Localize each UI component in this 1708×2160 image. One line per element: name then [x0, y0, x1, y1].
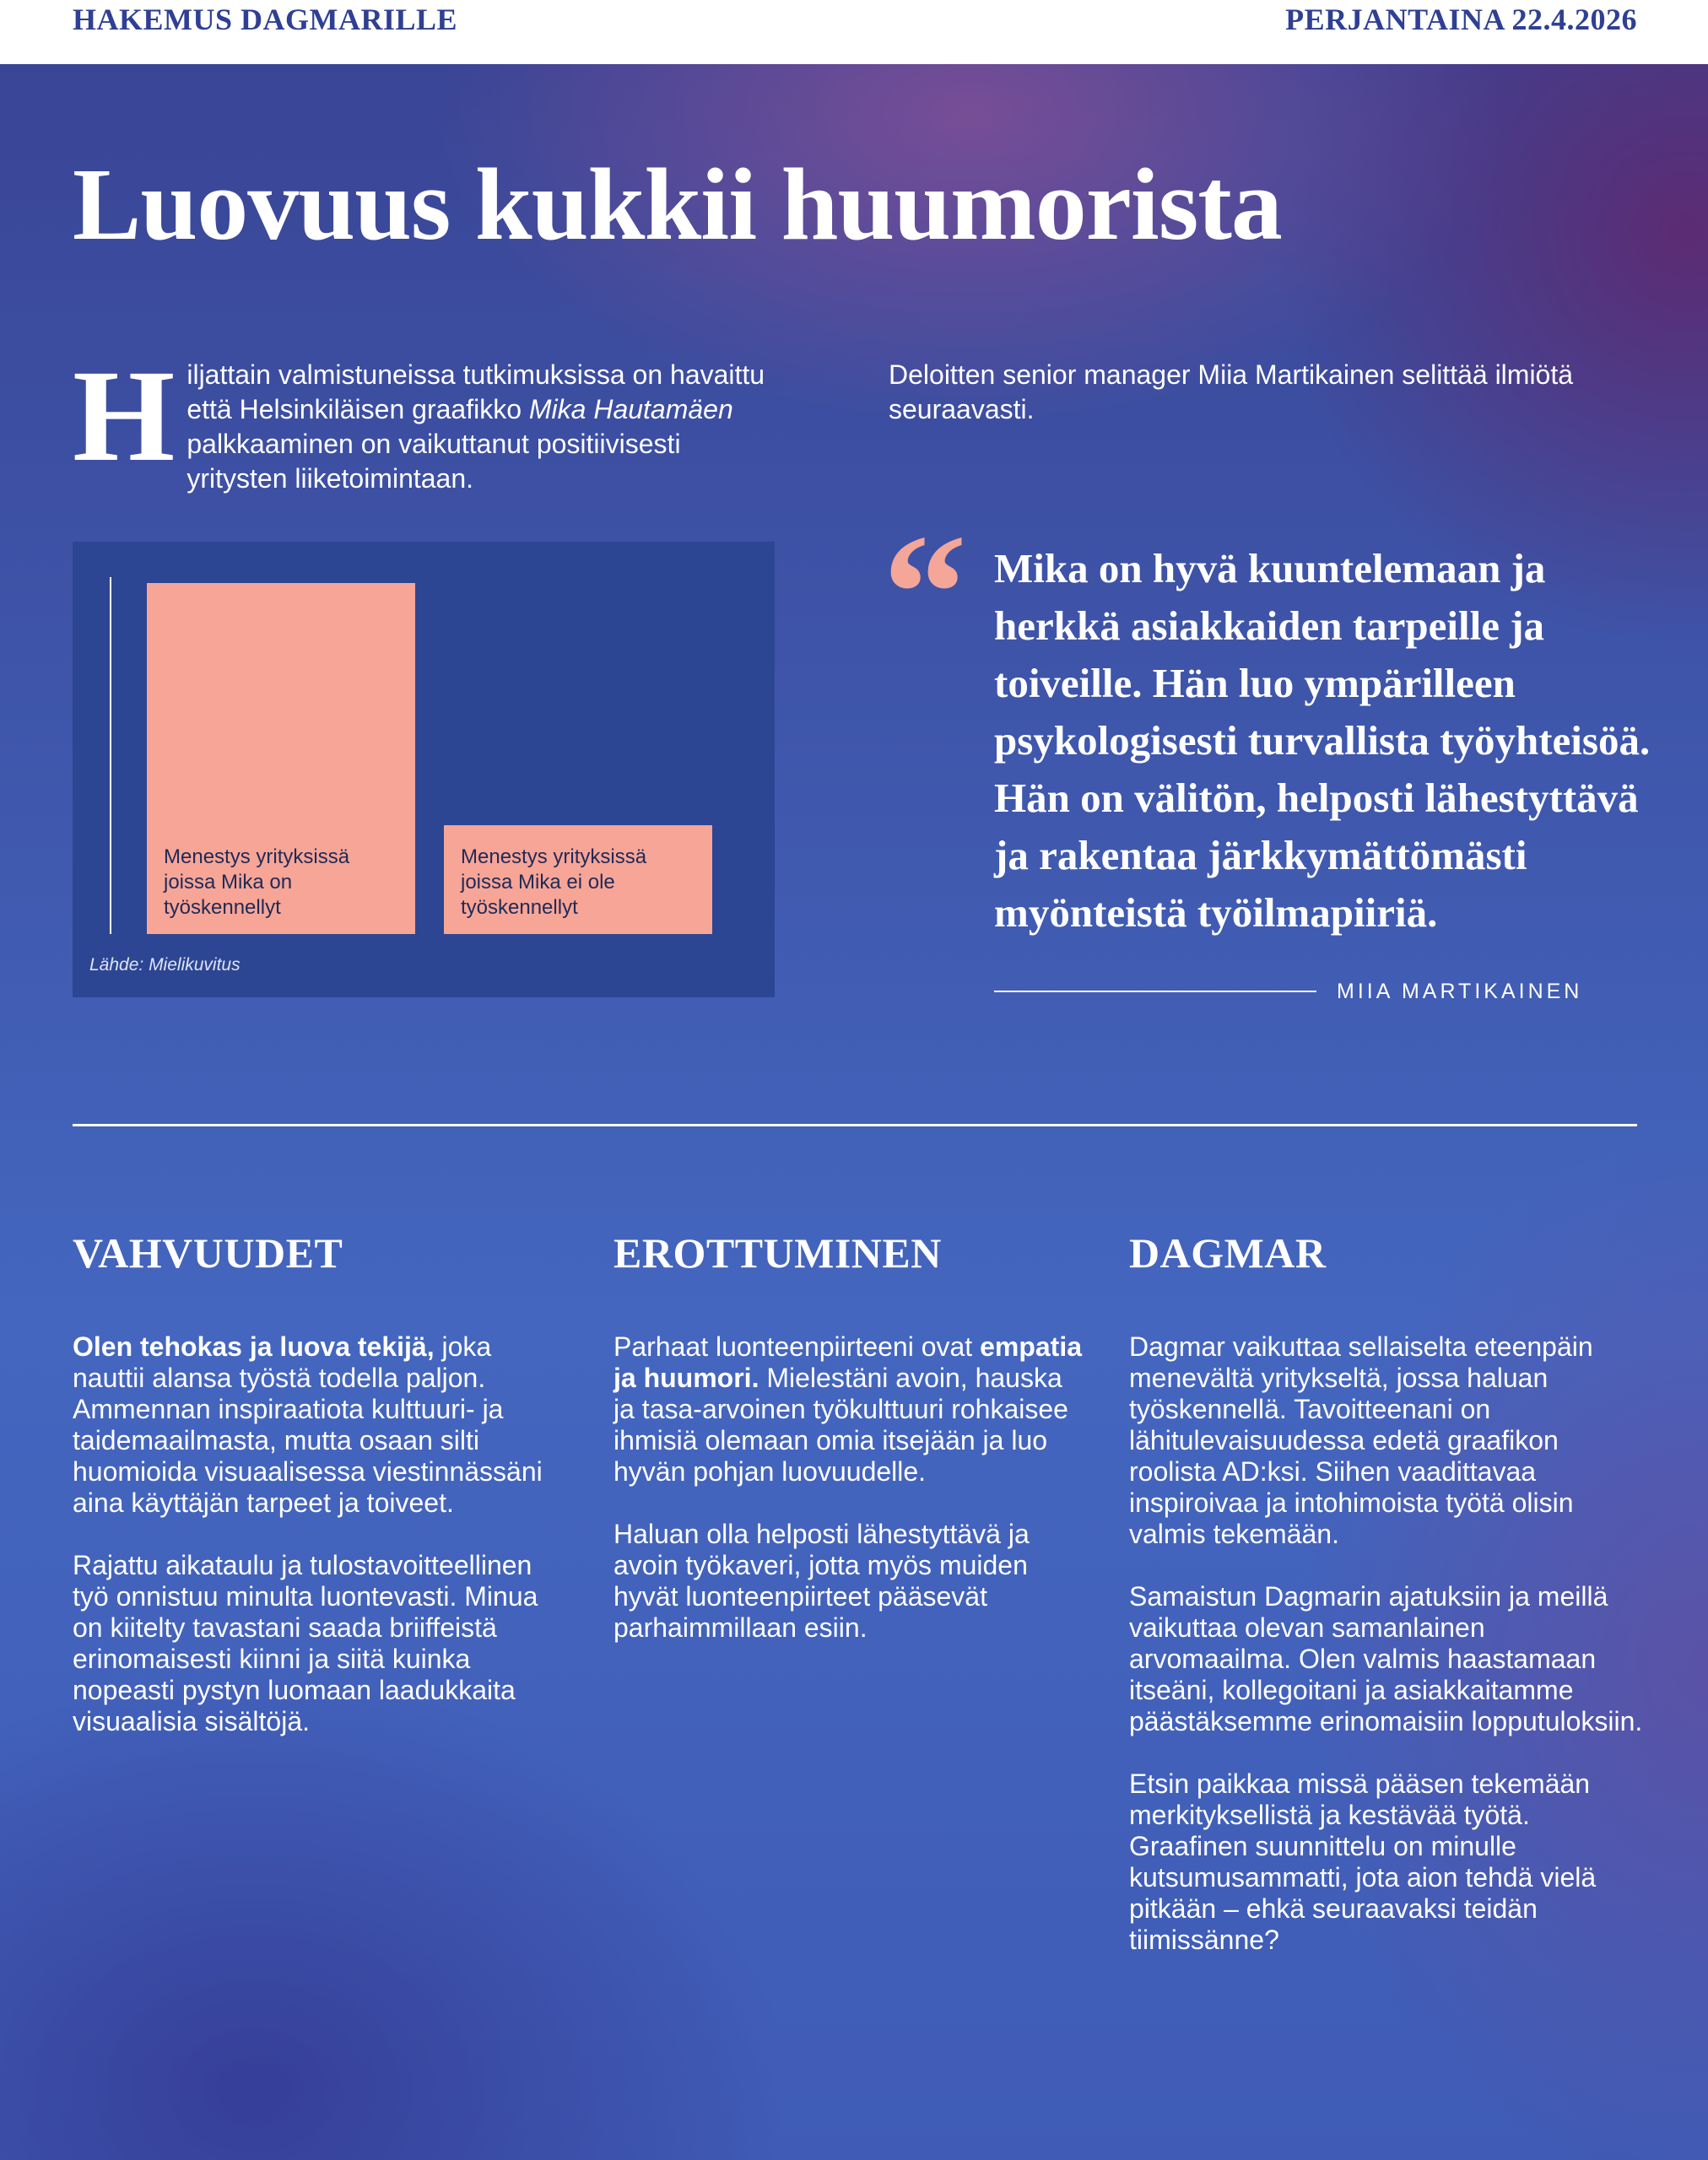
header-left-label: HAKEMUS DAGMARILLE — [73, 3, 458, 36]
erottuminen-p1-pre: Parhaat luonteenpiirteeni ovat — [613, 1331, 981, 1362]
main-panel — [0, 64, 1708, 2160]
column-dagmar — [1129, 1229, 1644, 1987]
dagmar-paragraph-1: Dagmar vaikuttaa sellaiselta eteenpäin menevältä yritykseltä, jossa haluan työskennellä. Tavoitteenani on lähitulevaisuudessa edetä graafikon roolista AD:ksi. Siihen vaadittavaa inspiroivaa ja intohimoista työtä olisin valmis tekemään. — [1129, 1331, 1593, 1549]
quote-mark-icon: “ — [883, 500, 967, 687]
vahvuudet-p1-rest: joka nauttii alansa työstä todella paljon. Ammennan inspiraatiota kulttuuri- ja taidemaailmasta, mutta osaan silti huomioida visuaalisessa viestinnässäni aina käyttäjän tarpeet ja toiveet. — [73, 1331, 543, 1518]
chart-svg — [73, 542, 775, 997]
intro-paragraph — [73, 343, 781, 496]
drop-cap: H — [73, 343, 176, 489]
vahvuudet-paragraph-1 — [73, 1331, 545, 1519]
dagmar-paragraph-3: Etsin paikkaa missä pääsen tekemään merkityksellistä ja kestävää työtä. Graafinen suunnittelu on minulle kutsumusammatti, jota aion tehdä vielä pitkään – ehkä seuraavaksi teidän tiimissänne? — [1129, 1768, 1597, 1955]
erottuminen-p1-rest: Mielestäni avoin, hauska ja tasa-arvoinen työkulttuuri rohkaisee ihmisiä olemaan omia itsejään ja luo hyvän pohjan luovuudelle. — [613, 1363, 1068, 1487]
intro-name: Mika Hautamäen — [528, 394, 733, 424]
column-erottuminen — [613, 1229, 1086, 1675]
quote-author: MIIA MARTIKAINEN — [1337, 980, 1583, 1003]
erottuminen-bold: empatia ja huumori. — [613, 1331, 1083, 1393]
bar-label-without-mika: Menestys yrityksissä joissa Mika ei ole työskennellyt — [461, 845, 647, 919]
bar-label-with-mika: Menestys yrityksissä joissa Mika on työskennellyt — [164, 845, 350, 919]
erottuminen-paragraph-2: Haluan olla helposti lähestyttävä ja avoin työkaveri, jotta myös muiden hyvät luonteenpiirteet pääsevät parhaimmillaan esiin. — [613, 1519, 1030, 1643]
header-date: PERJANTAINA 22.4.2026 — [1285, 3, 1637, 36]
section-divider — [73, 1124, 1637, 1126]
intro-text-b: palkkaaminen on vaikuttanut positiivisesti yritysten liiketoimintaan. — [186, 429, 681, 494]
top-header-bar — [0, 0, 1708, 64]
heading-dagmar: DAGMAR — [1129, 1229, 1327, 1277]
quote-attribution-line — [994, 991, 1316, 992]
intro-text-a: iljattain valmistuneissa tutkimuksissa on havaittu että Helsinkiläisen graafikko — [186, 359, 765, 424]
page-title: Luovuus kukkii huumorista — [73, 148, 1282, 262]
erottuminen-paragraph-1 — [613, 1331, 1086, 1488]
deloitte-intro: Deloitten senior manager Miia Martikainen selittää ilmiötä seuraavasti. — [889, 359, 1574, 424]
vahvuudet-bold: Olen tehokas ja luova tekijä, — [73, 1331, 435, 1362]
chart-source: Lähde: Mielikuvitus — [89, 955, 241, 975]
success-chart — [73, 542, 775, 997]
column-vahvuudet — [73, 1229, 545, 1768]
dagmar-paragraph-2: Samaistun Dagmarin ajatuksiin ja meillä vaikuttaa olevan samanlainen arvomaailma. Olen valmis haastamaan itseäni, kollegoitani ja asiakkaitamme päästäksemme erinomaisiin lopputuloksiin. — [1129, 1581, 1643, 1736]
heading-erottuminen: EROTTUMINEN — [613, 1229, 942, 1277]
pull-quote: Mika on hyvä kuuntelemaan ja herkkä asiakkaiden tarpeille ja toiveille. Hän luo ympärilleen psykologisesti turvallista työyhteisöä. Hän on välitön, helposti lähestyttävä ja rakentaa järkkymättömästi myönteistä työilmapiiriä. — [994, 545, 1651, 936]
vahvuudet-paragraph-2: Rajattu aikataulu ja tulostavoitteellinen työ onnistuu minulta luontevasti. Minua on kiitelty tavastani saada briiffeistä erinomaisesti kiinni ja siitä kuinka nopeasti pystyn luomaan laadukkaita visuaalisia sisältöjä. — [73, 1550, 538, 1736]
heading-vahvuudet: VAHVUUDET — [73, 1229, 343, 1277]
